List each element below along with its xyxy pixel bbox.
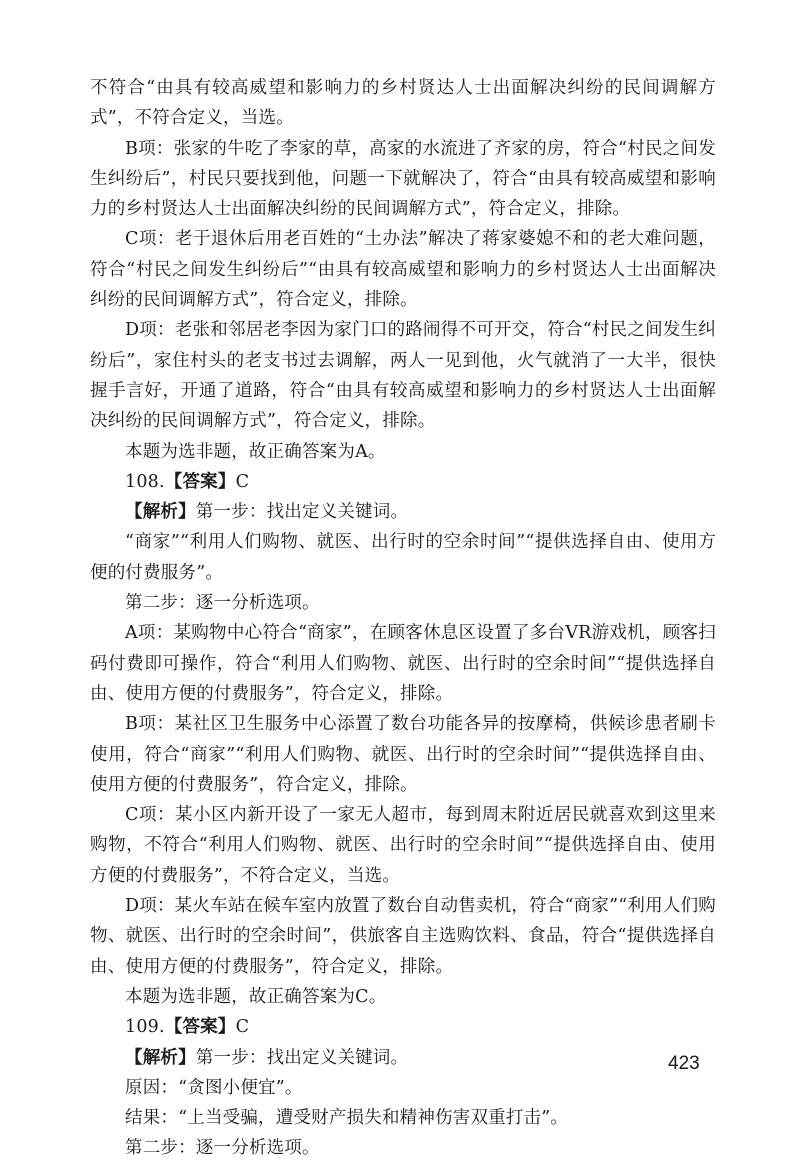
paragraph-option-d: D项：某火车站在候车室内放置了数台自动售卖机，符合“商家”“利用人们购物、就医、出行时的空余时间”，供旅客自主选购饮料、食品，符合“提供选择自由、使用方便的付费服务”，符合定义，排除。 bbox=[90, 896, 716, 977]
page-body bbox=[90, 73, 716, 1164]
paragraph-result: 结果：“上当受骗，遭受财产损失和精神伤害双重打击”。 bbox=[125, 1108, 569, 1129]
paragraph-step-two: 第二步：逐一分析选项。 bbox=[125, 1138, 320, 1159]
answer-tag: 【答案】 bbox=[164, 471, 236, 492]
answer-value: C bbox=[235, 471, 250, 492]
paragraph-option-b: B项：张家的牛吃了李家的草，高家的水流进了齐家的房，符合“村民之间发生纠纷后”，村民只要找到他，问题一下就解决了，符合“由具有较高威望和影响力的乡村贤达人士出面解决纠纷的民间调解方式”，符合定义，排除。 bbox=[90, 138, 716, 220]
paragraph-continuation: 不符合“由具有较高威望和影响力的乡村贤达人士出面解决纠纷的民间调解方式”，不符合定义，当选。 bbox=[90, 78, 716, 129]
analysis-heading bbox=[90, 1043, 716, 1073]
answer-value: C bbox=[235, 1017, 250, 1038]
paragraph-step-two: 第二步：逐一分析选项。 bbox=[125, 593, 320, 614]
question-108-answer bbox=[90, 467, 716, 497]
analysis-tag: 【解析】 bbox=[125, 1047, 196, 1068]
paragraph-conclusion: 本题为选非题，故正确答案为A。 bbox=[125, 441, 386, 462]
analysis-heading bbox=[90, 497, 716, 527]
paragraph-conclusion: 本题为选非题，故正确答案为C。 bbox=[125, 986, 387, 1007]
question-number: 108. bbox=[125, 471, 165, 492]
question-number: 109. bbox=[125, 1017, 165, 1038]
paragraph-keywords: “商家”“利用人们购物、就医、出行时的空余时间”“提供选择自由、使用方便的付费服务”。 bbox=[90, 532, 716, 583]
paragraph-option-b: B项：某社区卫生服务中心添置了数台功能各异的按摩椅，供候诊患者刷卡使用，符合“商家”“利用人们购物、就医、出行时的空余时间”“提供选择自由、使用方便的付费服务”，符合定义，排除。 bbox=[90, 714, 716, 795]
answer-tag: 【答案】 bbox=[164, 1017, 236, 1038]
page-number: 423 bbox=[668, 1053, 700, 1074]
paragraph-cause: 原因：“贪图小便宜”。 bbox=[125, 1077, 303, 1098]
analysis-text: 第一步：找出定义关键词。 bbox=[195, 1047, 409, 1068]
analysis-tag: 【解析】 bbox=[125, 502, 196, 523]
analysis-text: 第一步：找出定义关键词。 bbox=[195, 502, 409, 523]
paragraph-option-d: D项：老张和邻居老李因为家门口的路闹得不可开交，符合“村民之间发生纠纷后”，家住村头的老支书过去调解，两人一见到他，火气就消了一大半，很快握手言好，开通了道路，符合“由具有较高威望和影响力的乡村贤达人士出面解决纠纷的民间调解方式”，符合定义，排除。 bbox=[90, 320, 716, 432]
paragraph-option-c: C项：老于退休后用老百姓的“土办法”解决了蒋家婆媳不和的老大难问题，符合“村民之间发生纠纷后”“由具有较高威望和影响力的乡村贤达人士出面解决纠纷的民间调解方式”，符合定义，排除。 bbox=[90, 229, 716, 311]
question-109-answer bbox=[90, 1012, 716, 1042]
paragraph-option-c: C项：某小区内新开设了一家无人超市，每到周末附近居民就喜欢到这里来购物，不符合“利用人们购物、就医、出行时的空余时间”“提供选择自由、使用方便的付费服务”，不符合定义，当选。 bbox=[90, 805, 716, 886]
paragraph-option-a: A项：某购物中心符合“商家”，在顾客休息区设置了多台VR游戏机，顾客扫码付费即可操作，符合“利用人们购物、就医、出行时的空余时间”“提供选择自由、使用方便的付费服务”，符合定义，排除。 bbox=[90, 623, 716, 704]
